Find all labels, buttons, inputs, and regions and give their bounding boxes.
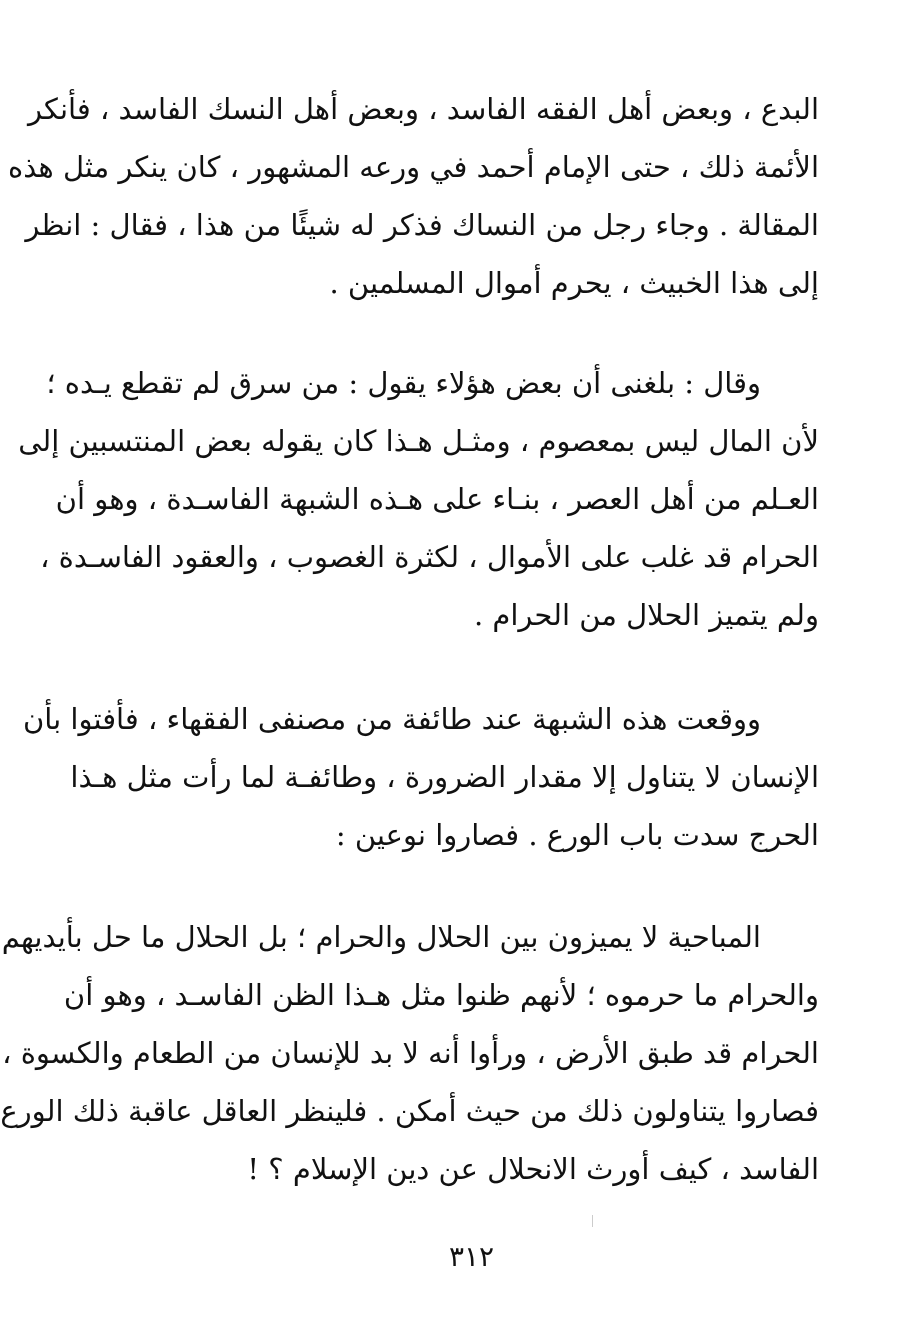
text-line: الإنسان لا يتناول إلا مقدار الضرورة ، وطائفـة لما رأت مثل هـذا — [70, 760, 819, 794]
text-line: لأن المال ليس بمعصوم ، ومثـل هـذا كان يقوله بعض المنتسبين إلى — [18, 424, 819, 458]
paragraph-3 — [22, 690, 819, 864]
text-line: والحرام ما حرموه ؛ لأنهم ظنوا مثل هـذا الظن الفاسـد ، وهو أن — [63, 978, 819, 1012]
text-line: إلى هذا الخبيث ، يحرم أموال المسلمين . — [329, 266, 819, 300]
text-line: المقالة . وجاء رجل من النساك فذكر له شيئًا من هذا ، فقال : انظر — [25, 208, 819, 242]
text-line: فصاروا يتناولون ذلك من حيث أمكن . فلينظر العاقل عاقبة ذلك الورع — [0, 1094, 819, 1128]
text-line: الحرام قد غلب على الأموال ، لكثرة الغصوب ، والعقود الفاسـدة ، — [40, 540, 819, 574]
paragraph-2 — [18, 354, 819, 644]
text-line: ولم يتميز الحلال من الحرام . — [473, 598, 819, 632]
text-line: الحرج سدت باب الورع . فصاروا نوعين : — [335, 818, 819, 852]
text-line: الحرام قد طبق الأرض ، ورأوا أنه لا بد للإنسان من الطعام والكسوة ، — [2, 1036, 819, 1070]
text-line: البدع ، وبعض أهل الفقه الفاسد ، وبعض أهل النسك الفاسد ، فأنكر — [27, 92, 819, 126]
text-line: المباحية لا يميزون بين الحلال والحرام ؛ بل الحلال ما حل بأيديهم — [1, 920, 761, 954]
page-number: ٣١٢ — [448, 1240, 495, 1273]
paragraph-4 — [0, 908, 819, 1198]
text-line: الفاسد ، كيف أورث الانحلال عن دين الإسلام ؟ ! — [247, 1152, 819, 1186]
text-line: ووقعت هذه الشبهة عند طائفة من مصنفى الفقهاء ، فأفتوا بأن — [22, 702, 761, 736]
paragraph-1 — [8, 80, 819, 312]
text-line: العـلم من أهل العصر ، بنـاء على هـذه الشبهة الفاسـدة ، وهو أن — [55, 482, 819, 516]
text-line: الأئمة ذلك ، حتى الإمام أحمد في ورعه المشهور ، كان ينكر مثل هذه — [8, 150, 819, 184]
text-line: وقال : بلغنى أن بعض هؤلاء يقول : من سرق لم تقطع يـده ؛ — [46, 366, 761, 400]
scan-mark — [592, 1215, 593, 1227]
